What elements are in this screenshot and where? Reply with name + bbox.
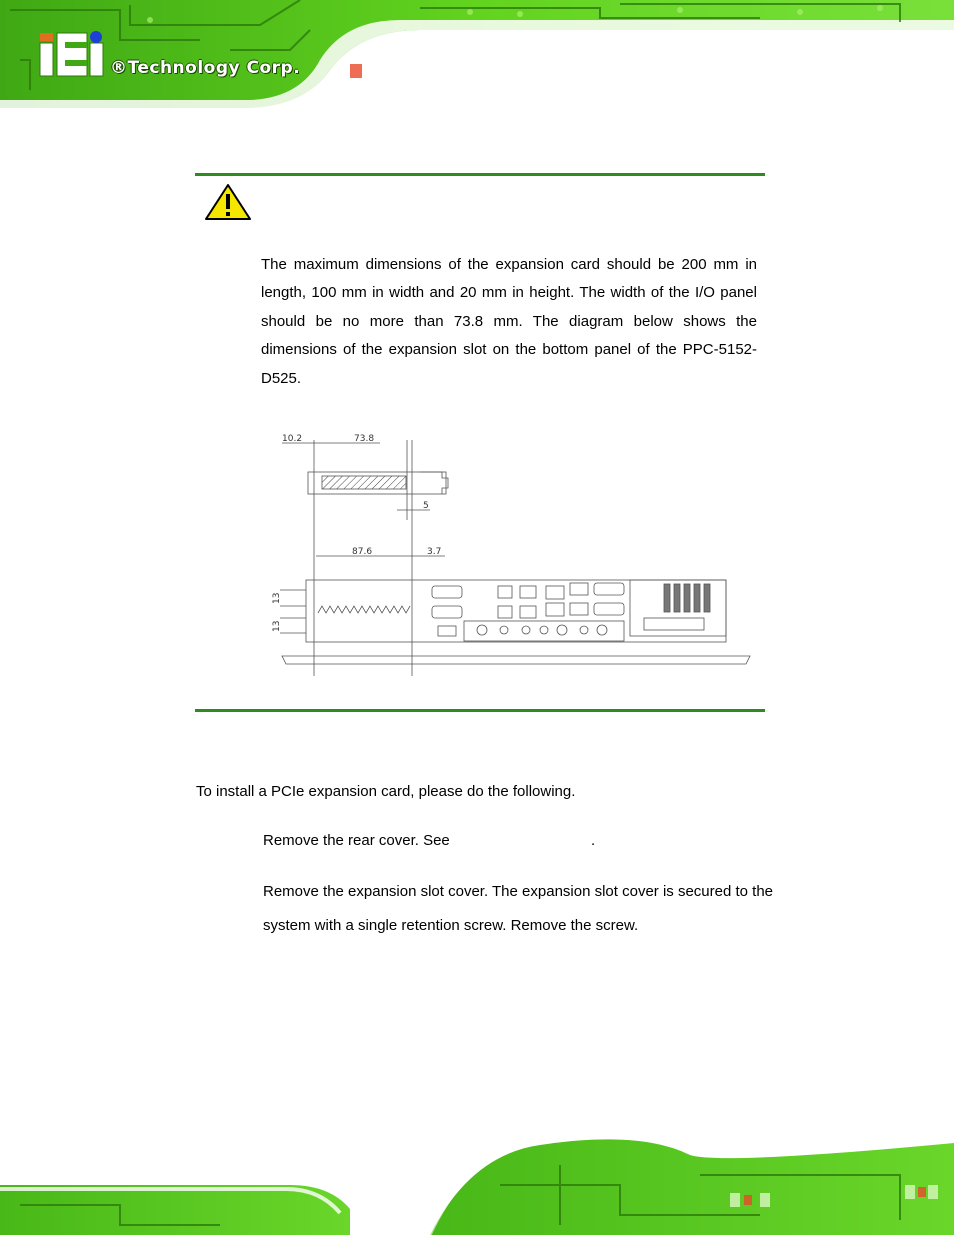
- step-2-text: Remove the expansion slot cover. The expansion slot cover is secured to the system with a single retention screw. Remove the screw.: [263, 883, 774, 934]
- dim-label-slot: 87.6: [352, 547, 373, 557]
- dim-label-left: 10.2: [282, 434, 303, 444]
- dim-label-small: 5: [423, 501, 429, 511]
- intro-text: To install a PCIe expansion card, please do the following.: [196, 783, 576, 800]
- dim-label-vertical-2: 13: [272, 620, 282, 632]
- warning-bottom-rule: [195, 709, 765, 712]
- company-logo-text: ®Technology Corp.: [110, 58, 301, 78]
- step-1-suffix: .: [590, 832, 596, 849]
- dim-label-width: 73.8: [354, 434, 375, 444]
- warning-paragraph: The maximum dimensions of the expansion card should be 200 mm in length, 100 mm in width and 20 mm in height. The width of the I/O panel should be no more than 73.8 mm. The diagram below shows the dimensions of the expansion slot on the bottom panel of the PPC-5152-D525.: [261, 256, 757, 387]
- dim-label-gap: 3.7: [427, 547, 442, 557]
- header-circuit-banner: [0, 0, 954, 112]
- step-1-text: Remove the rear cover. See: [263, 832, 450, 849]
- expansion-slot-diagram: [270, 428, 760, 680]
- dim-label-vertical-1: 13: [272, 592, 282, 604]
- warning-triangle-icon: [203, 182, 253, 222]
- footer-circuit-banner: [0, 1125, 954, 1235]
- warning-top-rule: [195, 173, 765, 176]
- step-1: [263, 832, 803, 849]
